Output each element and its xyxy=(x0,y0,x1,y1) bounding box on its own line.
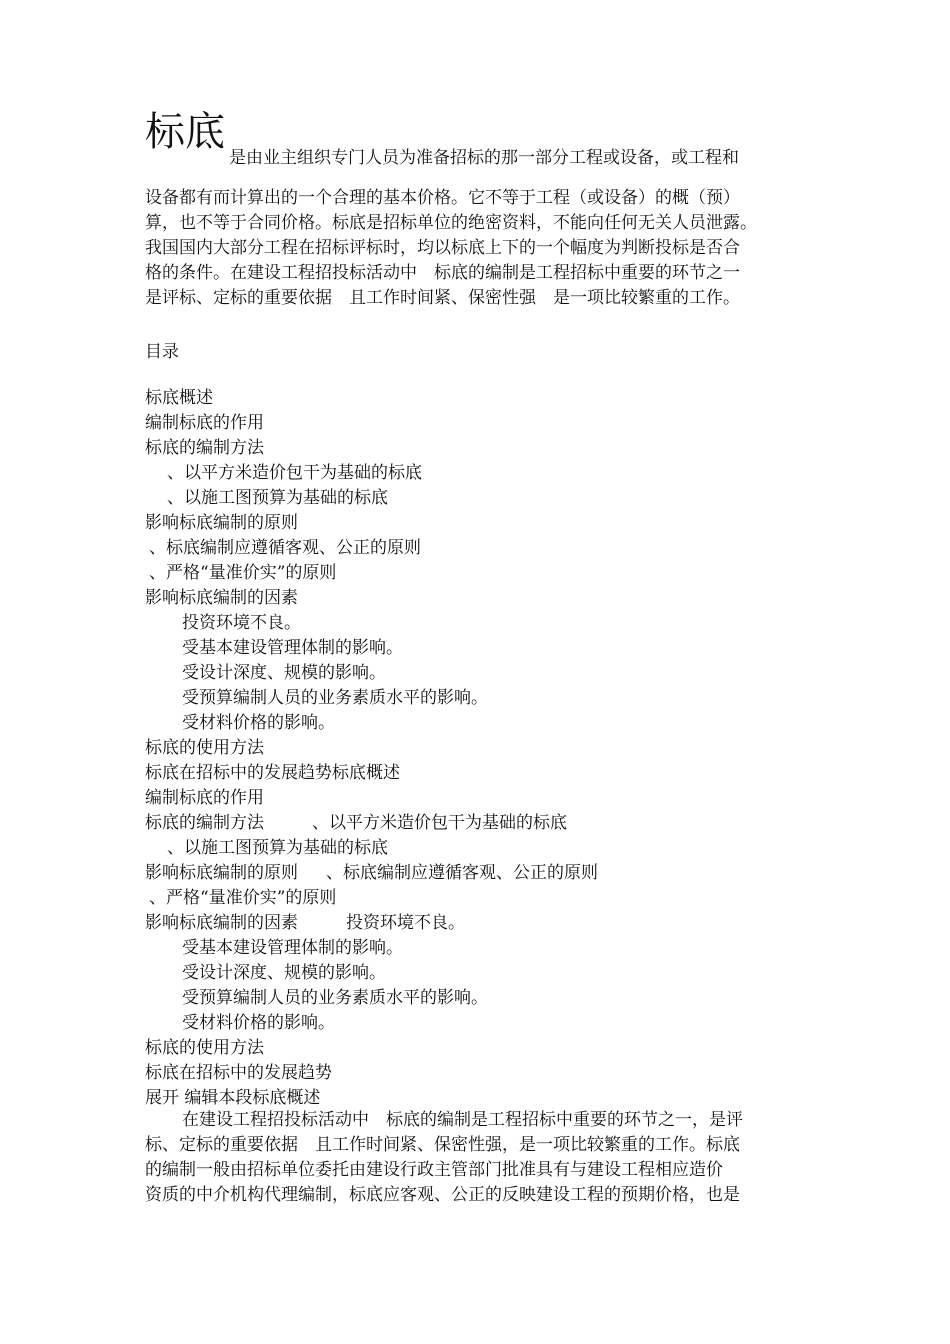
toc-item[interactable] xyxy=(145,536,598,561)
intro-line: 设备都有而计算出的一个合理的基本价格。它不等于工程（或设备）的概（预） xyxy=(145,188,740,208)
body-line: 标、定标的重要依据 且工作时间紧、保密性强，是一项比较繁重的工作。标底 xyxy=(145,1135,740,1155)
toc-item[interactable] xyxy=(145,486,598,511)
toc-item-tail: 投资环境不良。 xyxy=(346,913,465,933)
toc-item-label: 标底在招标中的发展趋势标底概述 xyxy=(145,763,400,783)
toc-item-label: 标底的编制方法 xyxy=(145,438,264,458)
body-line: 的编制一般由招标单位委托由建设行政主管部门批准具有与建设工程相应造价 xyxy=(145,1160,723,1180)
toc-item-label: 受材料价格的影响。 xyxy=(182,1013,335,1033)
toc-item-label: 标底在招标中的发展趋势 xyxy=(145,1063,332,1083)
toc-item[interactable] xyxy=(145,786,598,811)
toc-item[interactable] xyxy=(145,586,598,611)
toc-item[interactable] xyxy=(145,1011,598,1036)
toc-item[interactable] xyxy=(145,711,598,736)
toc-item-label: 影响标底编制的因素 xyxy=(145,588,298,608)
toc-item[interactable] xyxy=(145,386,598,411)
toc-item-label: 、以施工图预算为基础的标底 xyxy=(167,488,388,508)
toc-heading: 目录 xyxy=(145,342,179,362)
body-line: 在建设工程招投标活动中 标底的编制是工程招标中重要的环节之一，是评 xyxy=(182,1110,743,1130)
toc-item[interactable] xyxy=(145,611,598,636)
toc-item-label: 受基本建设管理体制的影响。 xyxy=(182,938,403,958)
toc-item-tail: 、以平方米造价包干为基础的标底 xyxy=(312,813,567,833)
toc-item[interactable] xyxy=(145,911,598,936)
toc-item[interactable] xyxy=(145,861,598,886)
toc-item-label: 展开 编辑本段标底概述 xyxy=(145,1088,321,1108)
toc-item[interactable] xyxy=(145,561,598,586)
toc-item-label: 、严格“量准价实”的原则 xyxy=(149,888,337,908)
intro-line: 算，也不等于合同价格。标底是招标单位的绝密资料，不能向任何无关人员泄露。 xyxy=(145,213,757,233)
toc-item[interactable] xyxy=(145,461,598,486)
toc-item[interactable] xyxy=(145,836,598,861)
toc-item[interactable] xyxy=(145,661,598,686)
toc-item-label: 标底的使用方法 xyxy=(145,1038,264,1058)
toc-item-label: 影响标底编制的原则 xyxy=(145,513,298,533)
toc-item[interactable] xyxy=(145,436,598,461)
toc-item-label: 编制标底的作用 xyxy=(145,413,264,433)
toc-item-label: 编制标底的作用 xyxy=(145,788,264,808)
toc-item-tail: 、标底编制应遵循客观、公正的原则 xyxy=(326,863,598,883)
toc-item[interactable] xyxy=(145,886,598,911)
toc-item-label: 受设计深度、规模的影响。 xyxy=(182,663,386,683)
toc-item[interactable] xyxy=(145,636,598,661)
toc-item[interactable] xyxy=(145,1036,598,1061)
intro-line: 格的条件。在建设工程招投标活动中 标底的编制是工程招标中重要的环节之一 xyxy=(145,263,740,283)
toc-item-label: 受基本建设管理体制的影响。 xyxy=(182,638,403,658)
intro-line: 是评标、定标的重要依据 且工作时间紧、保密性强 是一项比较繁重的工作。 xyxy=(145,288,740,308)
toc-item-label: 、以平方米造价包干为基础的标底 xyxy=(167,463,422,483)
intro-first-line: 是由业主组织专门人员为准备招标的那一部分工程或设备，或工程和 xyxy=(229,148,739,168)
toc-item-label: 标底概述 xyxy=(145,388,213,408)
toc-item-label: 受设计深度、规模的影响。 xyxy=(182,963,386,983)
toc-item-label: 、严格“量准价实”的原则 xyxy=(149,563,337,583)
table-of-contents xyxy=(145,386,598,1111)
toc-item-label: 受预算编制人员的业务素质水平的影响。 xyxy=(182,688,488,708)
toc-item[interactable] xyxy=(145,936,598,961)
toc-item[interactable] xyxy=(145,736,598,761)
toc-item[interactable] xyxy=(145,686,598,711)
document-title: 标底 xyxy=(145,109,225,155)
toc-item-label: 、以施工图预算为基础的标底 xyxy=(167,838,388,858)
toc-item[interactable] xyxy=(145,1061,598,1086)
body-line: 资质的中介机构代理编制，标底应客观、公正的反映建设工程的预期价格，也是 xyxy=(145,1185,740,1205)
toc-item-label: 投资环境不良。 xyxy=(182,613,301,633)
toc-item[interactable] xyxy=(145,511,598,536)
toc-item-label: 标底的编制方法 xyxy=(145,813,264,833)
toc-item-label: 标底的使用方法 xyxy=(145,738,264,758)
toc-item[interactable] xyxy=(145,761,598,786)
intro-line: 我国国内大部分工程在招标评标时，均以标底上下的一个幅度为判断投标是否合 xyxy=(145,238,740,258)
toc-item-label: 影响标底编制的因素 xyxy=(145,913,298,933)
toc-item-label: 、标底编制应遵循客观、公正的原则 xyxy=(149,538,421,558)
toc-item-label: 受预算编制人员的业务素质水平的影响。 xyxy=(182,988,488,1008)
toc-item[interactable] xyxy=(145,411,598,436)
toc-item[interactable] xyxy=(145,811,598,836)
toc-item-label: 受材料价格的影响。 xyxy=(182,713,335,733)
body-paragraph xyxy=(145,1108,743,1208)
toc-item-label: 影响标底编制的原则 xyxy=(145,863,298,883)
intro-paragraph xyxy=(145,186,815,311)
toc-item[interactable] xyxy=(145,986,598,1011)
toc-item[interactable] xyxy=(145,961,598,986)
